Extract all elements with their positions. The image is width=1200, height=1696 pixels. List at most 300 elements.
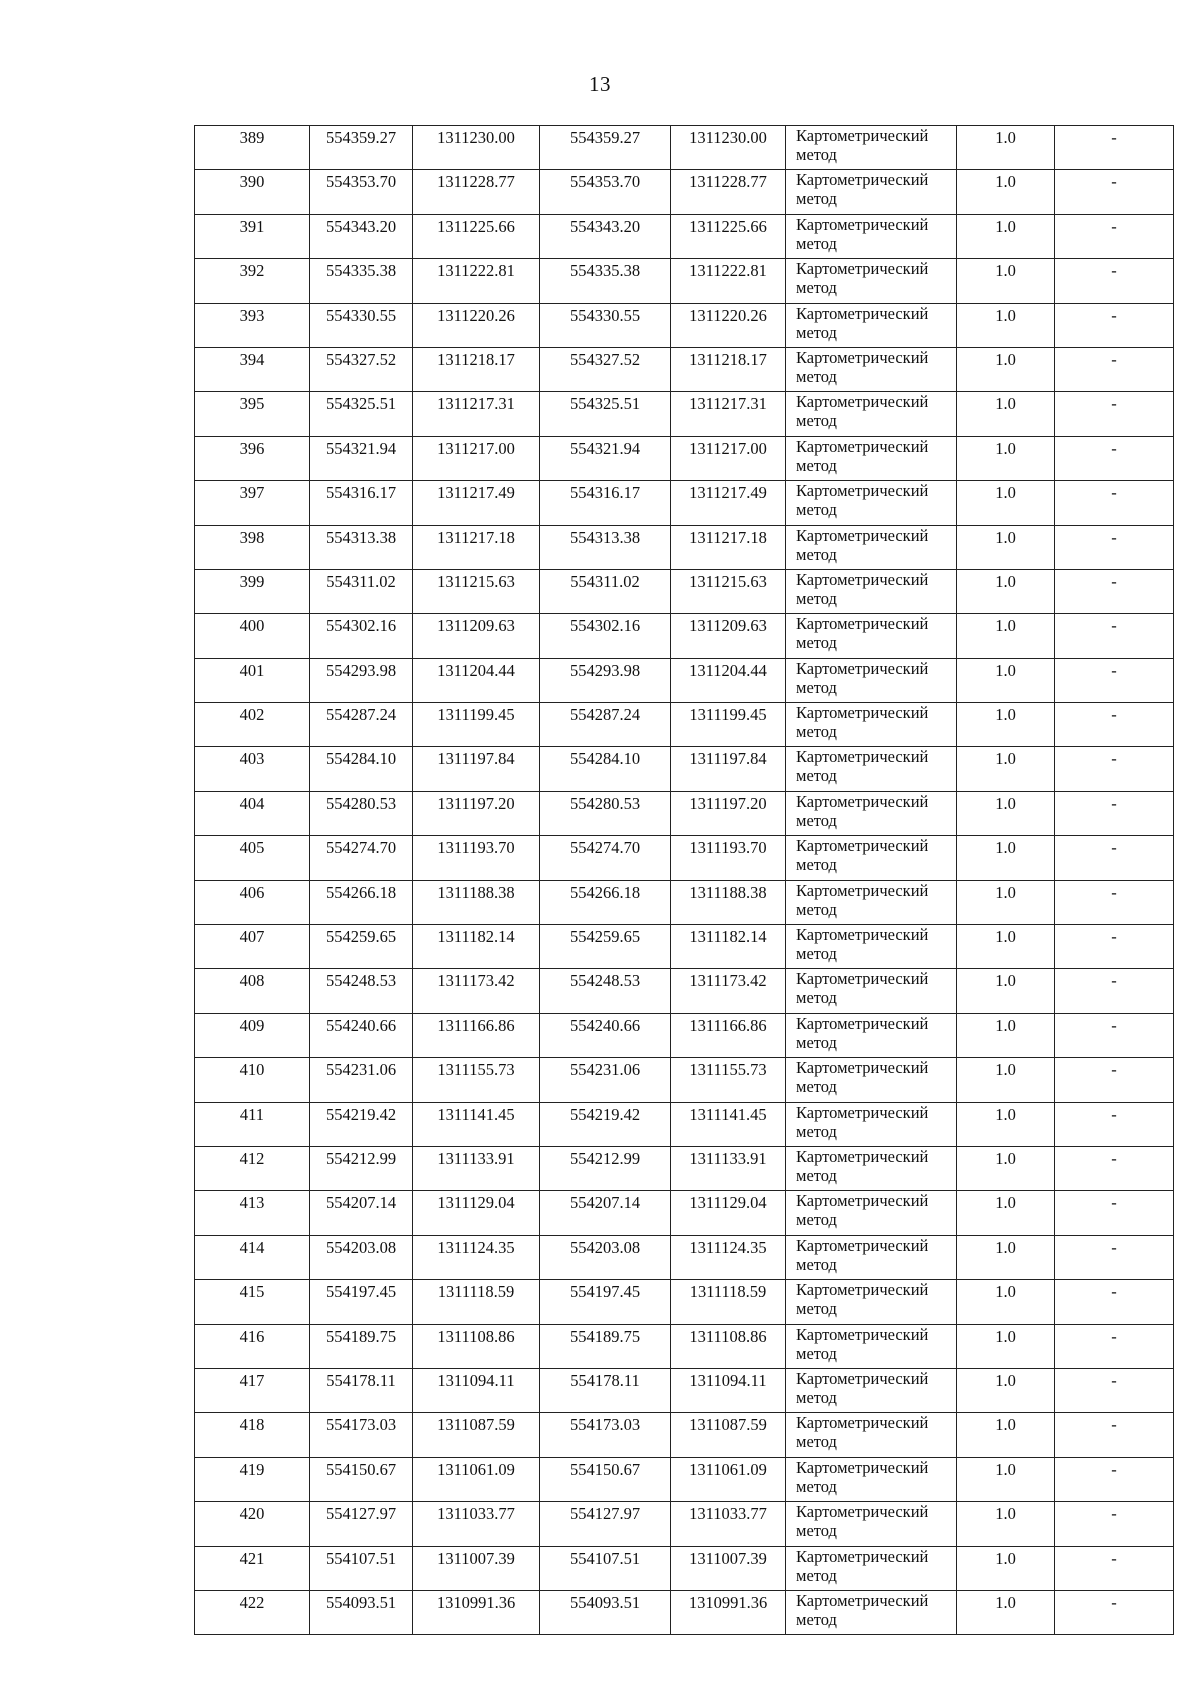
method-cell — [786, 1235, 957, 1279]
refined-y-cell: 1311220.26 — [671, 303, 786, 347]
refined-y-cell: 1311197.20 — [671, 791, 786, 835]
existing-y-cell: 1311193.70 — [413, 836, 540, 880]
table-row — [195, 658, 1174, 702]
method-line-1: Картометрический — [796, 303, 929, 323]
accuracy-cell: 1.0 — [957, 836, 1055, 880]
table-row — [195, 1546, 1174, 1590]
existing-x-cell: 554259.65 — [310, 925, 413, 969]
method-line-1: Картометрический — [796, 1502, 929, 1522]
page-number: 13 — [589, 72, 611, 96]
method-line-1: Картометрический — [796, 1058, 929, 1078]
note-cell: - — [1055, 747, 1174, 791]
accuracy-cell: 1.0 — [957, 1457, 1055, 1501]
point-number-cell: 413 — [195, 1191, 310, 1235]
note-cell: - — [1055, 791, 1174, 835]
refined-y-cell: 1311217.31 — [671, 392, 786, 436]
method-line-1: Картометрический — [796, 126, 929, 145]
existing-x-cell: 554231.06 — [310, 1058, 413, 1102]
method-line-2: метод — [796, 278, 837, 298]
refined-x-cell: 554178.11 — [540, 1368, 671, 1412]
table-row — [195, 525, 1174, 569]
refined-x-cell: 554293.98 — [540, 658, 671, 702]
method-line-2: метод — [796, 810, 837, 830]
method-cell — [786, 1280, 957, 1324]
method-cell — [786, 836, 957, 880]
point-number-cell: 420 — [195, 1502, 310, 1546]
method-cell — [786, 703, 957, 747]
refined-x-cell: 554287.24 — [540, 703, 671, 747]
table-row — [195, 347, 1174, 391]
refined-y-cell: 1311166.86 — [671, 1013, 786, 1057]
accuracy-cell: 1.0 — [957, 126, 1055, 170]
refined-x-cell: 554335.38 — [540, 259, 671, 303]
note-cell: - — [1055, 880, 1174, 924]
method-cell — [786, 259, 957, 303]
note-cell: - — [1055, 1324, 1174, 1368]
method-line-2: метод — [796, 1609, 837, 1629]
accuracy-cell: 1.0 — [957, 525, 1055, 569]
table-row — [195, 1413, 1174, 1457]
existing-x-cell: 554316.17 — [310, 481, 413, 525]
method-cell — [786, 1457, 957, 1501]
method-cell — [786, 1058, 957, 1102]
accuracy-cell: 1.0 — [957, 925, 1055, 969]
refined-y-cell: 1311108.86 — [671, 1324, 786, 1368]
refined-y-cell: 1311007.39 — [671, 1546, 786, 1590]
method-line-2: метод — [796, 944, 837, 964]
method-line-2: метод — [796, 1121, 837, 1141]
existing-y-cell: 1311124.35 — [413, 1235, 540, 1279]
method-line-2: метод — [796, 145, 837, 164]
accuracy-cell: 1.0 — [957, 303, 1055, 347]
refined-y-cell: 1311087.59 — [671, 1413, 786, 1457]
method-line-1: Картометрический — [796, 1546, 929, 1566]
refined-y-cell: 1311173.42 — [671, 969, 786, 1013]
method-line-2: метод — [796, 1077, 837, 1097]
table-row — [195, 969, 1174, 1013]
existing-x-cell: 554219.42 — [310, 1102, 413, 1146]
method-line-1: Картометрический — [796, 658, 929, 678]
refined-x-cell: 554313.38 — [540, 525, 671, 569]
note-cell: - — [1055, 392, 1174, 436]
point-number-cell: 390 — [195, 170, 310, 214]
point-number-cell: 392 — [195, 259, 310, 303]
accuracy-cell: 1.0 — [957, 614, 1055, 658]
method-line-1: Картометрический — [796, 925, 929, 945]
point-number-cell: 406 — [195, 880, 310, 924]
method-cell — [786, 126, 957, 170]
method-line-1: Картометрический — [796, 880, 929, 900]
refined-y-cell: 1311225.66 — [671, 214, 786, 258]
table-row — [195, 1324, 1174, 1368]
table-row — [195, 1502, 1174, 1546]
table-row — [195, 747, 1174, 791]
existing-y-cell: 1311217.00 — [413, 436, 540, 480]
point-number-cell: 389 — [195, 126, 310, 170]
existing-x-cell: 554207.14 — [310, 1191, 413, 1235]
existing-x-cell: 554335.38 — [310, 259, 413, 303]
refined-y-cell: 1311199.45 — [671, 703, 786, 747]
refined-y-cell: 1311209.63 — [671, 614, 786, 658]
method-line-2: метод — [796, 1476, 837, 1496]
refined-y-cell: 1311228.77 — [671, 170, 786, 214]
refined-y-cell: 1311118.59 — [671, 1280, 786, 1324]
refined-x-cell: 554203.08 — [540, 1235, 671, 1279]
accuracy-cell: 1.0 — [957, 1235, 1055, 1279]
method-line-1: Картометрический — [796, 214, 929, 234]
refined-y-cell: 1311197.84 — [671, 747, 786, 791]
accuracy-cell: 1.0 — [957, 214, 1055, 258]
existing-y-cell: 1311118.59 — [413, 1280, 540, 1324]
note-cell: - — [1055, 1546, 1174, 1590]
point-number-cell: 403 — [195, 747, 310, 791]
refined-x-cell: 554359.27 — [540, 126, 671, 170]
method-cell — [786, 658, 957, 702]
table-row — [195, 1102, 1174, 1146]
refined-y-cell: 1311124.35 — [671, 1235, 786, 1279]
table-row — [195, 1146, 1174, 1190]
existing-y-cell: 1311209.63 — [413, 614, 540, 658]
method-line-2: метод — [796, 677, 837, 697]
existing-x-cell: 554325.51 — [310, 392, 413, 436]
note-cell: - — [1055, 703, 1174, 747]
method-line-1: Картометрический — [796, 1590, 929, 1610]
method-line-2: метод — [796, 1565, 837, 1585]
table-row — [195, 791, 1174, 835]
note-cell: - — [1055, 1502, 1174, 1546]
note-cell: - — [1055, 658, 1174, 702]
point-number-cell: 396 — [195, 436, 310, 480]
table-row — [195, 1191, 1174, 1235]
method-line-1: Картометрический — [796, 170, 929, 190]
point-number-cell: 419 — [195, 1457, 310, 1501]
refined-x-cell: 554330.55 — [540, 303, 671, 347]
refined-y-cell: 1311217.49 — [671, 481, 786, 525]
method-line-2: метод — [796, 1032, 837, 1052]
note-cell: - — [1055, 1590, 1174, 1634]
existing-x-cell: 554311.02 — [310, 569, 413, 613]
note-cell: - — [1055, 481, 1174, 525]
point-number-cell: 399 — [195, 569, 310, 613]
accuracy-cell: 1.0 — [957, 969, 1055, 1013]
existing-y-cell: 1311217.49 — [413, 481, 540, 525]
point-number-cell: 414 — [195, 1235, 310, 1279]
table-row — [195, 126, 1174, 170]
note-cell: - — [1055, 259, 1174, 303]
method-cell — [786, 1546, 957, 1590]
method-line-1: Картометрический — [796, 392, 929, 412]
method-line-2: метод — [796, 1299, 837, 1319]
existing-y-cell: 1311220.26 — [413, 303, 540, 347]
existing-x-cell: 554189.75 — [310, 1324, 413, 1368]
existing-y-cell: 1311087.59 — [413, 1413, 540, 1457]
note-cell: - — [1055, 614, 1174, 658]
existing-x-cell: 554284.10 — [310, 747, 413, 791]
method-line-1: Картометрический — [796, 1368, 929, 1388]
note-cell: - — [1055, 347, 1174, 391]
refined-x-cell: 554259.65 — [540, 925, 671, 969]
method-line-2: метод — [796, 1343, 837, 1363]
existing-y-cell: 1311033.77 — [413, 1502, 540, 1546]
note-cell: - — [1055, 1146, 1174, 1190]
table-row — [195, 1235, 1174, 1279]
method-line-1: Картометрический — [796, 703, 929, 723]
method-line-1: Картометрический — [796, 836, 929, 856]
accuracy-cell: 1.0 — [957, 747, 1055, 791]
note-cell: - — [1055, 1368, 1174, 1412]
method-cell — [786, 969, 957, 1013]
existing-x-cell: 554197.45 — [310, 1280, 413, 1324]
method-line-1: Картометрический — [796, 1324, 929, 1344]
point-number-cell: 409 — [195, 1013, 310, 1057]
table-row — [195, 703, 1174, 747]
existing-x-cell: 554173.03 — [310, 1413, 413, 1457]
table-row — [195, 392, 1174, 436]
point-number-cell: 404 — [195, 791, 310, 835]
existing-x-cell: 554274.70 — [310, 836, 413, 880]
existing-y-cell: 1311215.63 — [413, 569, 540, 613]
refined-x-cell: 554093.51 — [540, 1590, 671, 1634]
method-cell — [786, 1324, 957, 1368]
refined-y-cell: 1311217.18 — [671, 525, 786, 569]
refined-y-cell: 1310991.36 — [671, 1590, 786, 1634]
accuracy-cell: 1.0 — [957, 436, 1055, 480]
accuracy-cell: 1.0 — [957, 1191, 1055, 1235]
refined-x-cell: 554280.53 — [540, 791, 671, 835]
method-line-1: Картометрический — [796, 1457, 929, 1477]
method-cell — [786, 347, 957, 391]
table-row — [195, 1590, 1174, 1634]
table-row — [195, 1280, 1174, 1324]
point-number-cell: 415 — [195, 1280, 310, 1324]
refined-x-cell: 554321.94 — [540, 436, 671, 480]
existing-x-cell: 554248.53 — [310, 969, 413, 1013]
method-line-1: Картометрический — [796, 347, 929, 367]
table-row — [195, 836, 1174, 880]
existing-y-cell: 1311141.45 — [413, 1102, 540, 1146]
existing-y-cell: 1311155.73 — [413, 1058, 540, 1102]
method-line-1: Картометрический — [796, 1235, 929, 1255]
existing-y-cell: 1311133.91 — [413, 1146, 540, 1190]
existing-y-cell: 1311108.86 — [413, 1324, 540, 1368]
method-cell — [786, 1191, 957, 1235]
coordinates-table — [194, 125, 1174, 1635]
existing-x-cell: 554266.18 — [310, 880, 413, 924]
existing-y-cell: 1311204.44 — [413, 658, 540, 702]
accuracy-cell: 1.0 — [957, 1102, 1055, 1146]
refined-x-cell: 554316.17 — [540, 481, 671, 525]
refined-y-cell: 1311222.81 — [671, 259, 786, 303]
refined-y-cell: 1311217.00 — [671, 436, 786, 480]
existing-x-cell: 554107.51 — [310, 1546, 413, 1590]
refined-x-cell: 554207.14 — [540, 1191, 671, 1235]
method-cell — [786, 1368, 957, 1412]
note-cell: - — [1055, 303, 1174, 347]
existing-x-cell: 554212.99 — [310, 1146, 413, 1190]
refined-y-cell: 1311155.73 — [671, 1058, 786, 1102]
accuracy-cell: 1.0 — [957, 1280, 1055, 1324]
note-cell: - — [1055, 1280, 1174, 1324]
refined-x-cell: 554150.67 — [540, 1457, 671, 1501]
refined-x-cell: 554231.06 — [540, 1058, 671, 1102]
method-cell — [786, 1013, 957, 1057]
existing-y-cell: 1311061.09 — [413, 1457, 540, 1501]
existing-y-cell: 1311228.77 — [413, 170, 540, 214]
note-cell: - — [1055, 925, 1174, 969]
note-cell: - — [1055, 436, 1174, 480]
method-cell — [786, 303, 957, 347]
existing-y-cell: 1311197.20 — [413, 791, 540, 835]
existing-x-cell: 554280.53 — [310, 791, 413, 835]
table-row — [195, 1368, 1174, 1412]
method-cell — [786, 791, 957, 835]
existing-x-cell: 554150.67 — [310, 1457, 413, 1501]
existing-y-cell: 1311225.66 — [413, 214, 540, 258]
refined-x-cell: 554343.20 — [540, 214, 671, 258]
existing-y-cell: 1311182.14 — [413, 925, 540, 969]
accuracy-cell: 1.0 — [957, 1413, 1055, 1457]
refined-x-cell: 554127.97 — [540, 1502, 671, 1546]
method-line-2: метод — [796, 1210, 837, 1230]
method-line-1: Картометрический — [796, 436, 929, 456]
existing-x-cell: 554093.51 — [310, 1590, 413, 1634]
method-line-2: метод — [796, 855, 837, 875]
point-number-cell: 394 — [195, 347, 310, 391]
refined-y-cell: 1311094.11 — [671, 1368, 786, 1412]
accuracy-cell: 1.0 — [957, 347, 1055, 391]
accuracy-cell: 1.0 — [957, 880, 1055, 924]
accuracy-cell: 1.0 — [957, 392, 1055, 436]
method-line-1: Картометрический — [796, 791, 929, 811]
table-row — [195, 1013, 1174, 1057]
refined-y-cell: 1311230.00 — [671, 126, 786, 170]
point-number-cell: 416 — [195, 1324, 310, 1368]
accuracy-cell: 1.0 — [957, 481, 1055, 525]
refined-x-cell: 554173.03 — [540, 1413, 671, 1457]
refined-x-cell: 554266.18 — [540, 880, 671, 924]
accuracy-cell: 1.0 — [957, 1546, 1055, 1590]
method-line-1: Картометрический — [796, 1013, 929, 1033]
accuracy-cell: 1.0 — [957, 1013, 1055, 1057]
table-row — [195, 170, 1174, 214]
point-number-cell: 418 — [195, 1413, 310, 1457]
table-row — [195, 1457, 1174, 1501]
accuracy-cell: 1.0 — [957, 1590, 1055, 1634]
point-number-cell: 397 — [195, 481, 310, 525]
refined-x-cell: 554197.45 — [540, 1280, 671, 1324]
accuracy-cell: 1.0 — [957, 703, 1055, 747]
method-line-2: метод — [796, 544, 837, 564]
table-row — [195, 436, 1174, 480]
existing-x-cell: 554313.38 — [310, 525, 413, 569]
table-row — [195, 303, 1174, 347]
existing-y-cell: 1311230.00 — [413, 126, 540, 170]
existing-y-cell: 1310991.36 — [413, 1590, 540, 1634]
note-cell: - — [1055, 1102, 1174, 1146]
method-cell — [786, 1146, 957, 1190]
point-number-cell: 421 — [195, 1546, 310, 1590]
method-line-2: метод — [796, 988, 837, 1008]
method-line-2: метод — [796, 322, 837, 342]
existing-x-cell: 554302.16 — [310, 614, 413, 658]
refined-y-cell: 1311061.09 — [671, 1457, 786, 1501]
existing-x-cell: 554343.20 — [310, 214, 413, 258]
existing-y-cell: 1311007.39 — [413, 1546, 540, 1590]
table-row — [195, 880, 1174, 924]
method-cell — [786, 1413, 957, 1457]
method-line-1: Картометрический — [796, 259, 929, 279]
method-line-2: метод — [796, 633, 837, 653]
existing-x-cell: 554293.98 — [310, 658, 413, 702]
existing-y-cell: 1311217.31 — [413, 392, 540, 436]
method-cell — [786, 214, 957, 258]
method-cell — [786, 614, 957, 658]
accuracy-cell: 1.0 — [957, 1058, 1055, 1102]
method-cell — [786, 569, 957, 613]
method-line-1: Картометрический — [796, 747, 929, 767]
point-number-cell: 405 — [195, 836, 310, 880]
accuracy-cell: 1.0 — [957, 569, 1055, 613]
method-line-2: метод — [796, 1521, 837, 1541]
existing-y-cell: 1311222.81 — [413, 259, 540, 303]
method-line-1: Картометрический — [796, 525, 929, 545]
note-cell: - — [1055, 1058, 1174, 1102]
existing-y-cell: 1311199.45 — [413, 703, 540, 747]
method-line-2: метод — [796, 1254, 837, 1274]
point-number-cell: 400 — [195, 614, 310, 658]
method-line-1: Картометрический — [796, 1280, 929, 1300]
refined-x-cell: 554219.42 — [540, 1102, 671, 1146]
point-number-cell: 408 — [195, 969, 310, 1013]
refined-x-cell: 554212.99 — [540, 1146, 671, 1190]
note-cell: - — [1055, 1413, 1174, 1457]
table-row — [195, 214, 1174, 258]
method-cell — [786, 436, 957, 480]
method-line-1: Картометрический — [796, 1413, 929, 1433]
refined-x-cell: 554274.70 — [540, 836, 671, 880]
refined-y-cell: 1311193.70 — [671, 836, 786, 880]
table-row — [195, 259, 1174, 303]
existing-y-cell: 1311129.04 — [413, 1191, 540, 1235]
accuracy-cell: 1.0 — [957, 658, 1055, 702]
existing-y-cell: 1311218.17 — [413, 347, 540, 391]
method-line-2: метод — [796, 1165, 837, 1185]
accuracy-cell: 1.0 — [957, 170, 1055, 214]
existing-y-cell: 1311173.42 — [413, 969, 540, 1013]
method-cell — [786, 880, 957, 924]
refined-x-cell: 554189.75 — [540, 1324, 671, 1368]
method-cell — [786, 925, 957, 969]
table-row — [195, 569, 1174, 613]
method-line-2: метод — [796, 766, 837, 786]
method-line-1: Картометрический — [796, 1102, 929, 1122]
table-row — [195, 481, 1174, 525]
method-line-2: метод — [796, 588, 837, 608]
refined-y-cell: 1311129.04 — [671, 1191, 786, 1235]
method-cell — [786, 1102, 957, 1146]
point-number-cell: 412 — [195, 1146, 310, 1190]
refined-y-cell: 1311218.17 — [671, 347, 786, 391]
existing-y-cell: 1311094.11 — [413, 1368, 540, 1412]
point-number-cell: 411 — [195, 1102, 310, 1146]
existing-y-cell: 1311166.86 — [413, 1013, 540, 1057]
refined-x-cell: 554327.52 — [540, 347, 671, 391]
method-line-2: метод — [796, 722, 837, 742]
note-cell: - — [1055, 1235, 1174, 1279]
existing-x-cell: 554353.70 — [310, 170, 413, 214]
method-line-2: метод — [796, 455, 837, 475]
note-cell: - — [1055, 569, 1174, 613]
